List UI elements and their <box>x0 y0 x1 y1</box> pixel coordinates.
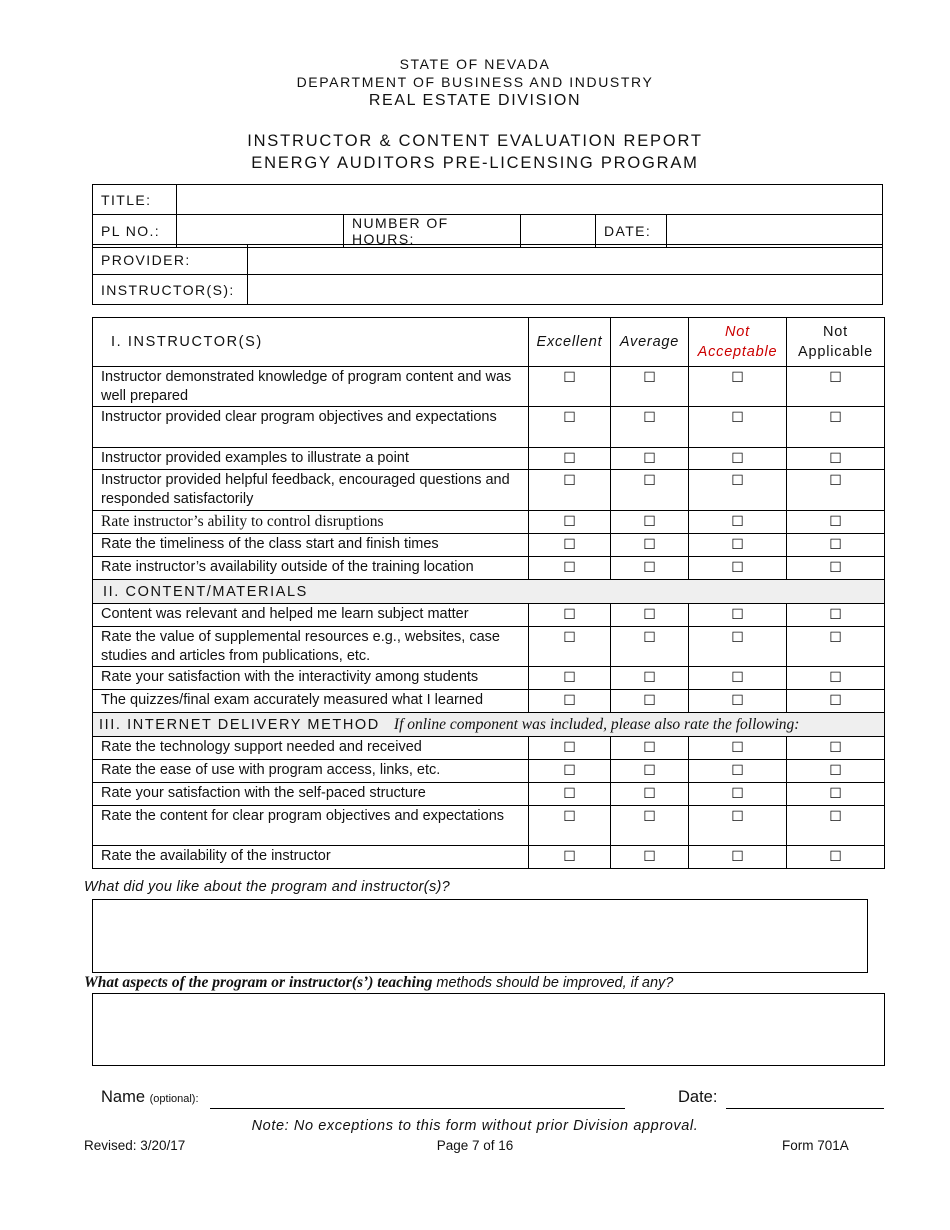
col-not-applicable <box>787 318 885 367</box>
checkbox-average[interactable]: ☐ <box>611 448 689 470</box>
evaluation-row <box>93 367 885 407</box>
checkbox-excellent[interactable]: ☐ <box>529 557 611 580</box>
col-excellent: Excellent <box>529 318 611 367</box>
checkbox-excellent[interactable]: ☐ <box>529 737 611 760</box>
checkbox-average[interactable]: ☐ <box>611 604 689 627</box>
checkbox-excellent[interactable]: ☐ <box>529 846 611 869</box>
checkbox-excellent[interactable]: ☐ <box>529 690 611 713</box>
section-internet-note: If online component was included, please also rate the following: <box>393 715 800 733</box>
checkbox-not-applicable[interactable]: ☐ <box>787 806 885 846</box>
checkbox-not-acceptable[interactable]: ☐ <box>689 557 787 580</box>
evaluation-question: Rate the technology support needed and received <box>93 737 529 760</box>
pl-no-field[interactable] <box>177 215 344 248</box>
header-department: DEPARTMENT OF BUSINESS AND INDUSTRY <box>296 74 654 90</box>
section-internet-header <box>93 713 885 737</box>
program-title: ENERGY AUDITORS PRE-LICENSING PROGRAM <box>251 154 699 172</box>
checkbox-not-applicable[interactable]: ☐ <box>787 448 885 470</box>
checkbox-not-applicable[interactable]: ☐ <box>787 627 885 667</box>
checkbox-not-acceptable[interactable]: ☐ <box>689 511 787 534</box>
name-optional-label: (optional): <box>149 1093 199 1105</box>
evaluation-row <box>93 407 885 448</box>
checkbox-average[interactable]: ☐ <box>611 470 689 511</box>
name-input-line[interactable] <box>210 1108 625 1109</box>
col-average: Average <box>611 318 689 367</box>
checkbox-excellent[interactable]: ☐ <box>529 760 611 783</box>
checkbox-excellent[interactable]: ☐ <box>529 407 611 448</box>
form-number: Form 701A <box>782 1138 849 1153</box>
checkbox-average[interactable]: ☐ <box>611 627 689 667</box>
checkbox-not-acceptable[interactable]: ☐ <box>689 806 787 846</box>
checkbox-not-applicable[interactable]: ☐ <box>787 534 885 557</box>
hours-label: NUMBER OF HOURS: <box>344 215 521 248</box>
evaluation-row <box>93 737 885 760</box>
checkbox-not-applicable[interactable]: ☐ <box>787 690 885 713</box>
question-liked: What did you like about the program and instructor(s)? <box>84 879 450 895</box>
question-improve-bold: What aspects of the program or instructor(s’) teaching <box>84 974 433 991</box>
checkbox-average[interactable]: ☐ <box>611 534 689 557</box>
checkbox-average[interactable]: ☐ <box>611 367 689 407</box>
checkbox-average[interactable]: ☐ <box>611 690 689 713</box>
evaluation-row <box>93 846 885 869</box>
header-state: STATE OF NEVADA <box>399 56 551 72</box>
revised-date: Revised: 3/20/17 <box>84 1138 186 1153</box>
checkbox-not-acceptable[interactable]: ☐ <box>689 367 787 407</box>
hours-field[interactable] <box>521 215 596 248</box>
checkbox-excellent[interactable]: ☐ <box>529 534 611 557</box>
instructor-label: INSTRUCTOR(S): <box>93 275 248 305</box>
checkbox-not-acceptable[interactable]: ☐ <box>689 760 787 783</box>
checkbox-not-acceptable[interactable]: ☐ <box>689 407 787 448</box>
footer-note: Note: No exceptions to this form without prior Division approval. <box>251 1118 699 1134</box>
checkbox-average[interactable]: ☐ <box>611 737 689 760</box>
col-not-acceptable <box>689 318 787 367</box>
evaluation-row <box>93 760 885 783</box>
instructor-field[interactable] <box>248 275 883 305</box>
checkbox-not-acceptable[interactable]: ☐ <box>689 627 787 667</box>
checkbox-average[interactable]: ☐ <box>611 783 689 806</box>
evaluation-question: Rate the value of supplemental resources e.g., websites, case studies and articles from publications, etc. <box>93 627 529 667</box>
checkbox-not-applicable[interactable]: ☐ <box>787 470 885 511</box>
checkbox-excellent[interactable]: ☐ <box>529 627 611 667</box>
date-input-line[interactable] <box>726 1108 884 1109</box>
course-info-table <box>92 184 883 248</box>
checkbox-not-applicable[interactable]: ☐ <box>787 783 885 806</box>
checkbox-not-acceptable[interactable]: ☐ <box>689 690 787 713</box>
checkbox-not-acceptable[interactable]: ☐ <box>689 470 787 511</box>
evaluation-question: The quizzes/final exam accurately measured what I learned <box>93 690 529 713</box>
evaluation-row <box>93 690 885 713</box>
evaluation-question: Rate your satisfaction with the interactivity among students <box>93 667 529 690</box>
name-label: Name <box>101 1088 146 1106</box>
checkbox-not-acceptable[interactable]: ☐ <box>689 604 787 627</box>
provider-label: PROVIDER: <box>93 245 248 275</box>
evaluation-question: Rate your satisfaction with the self-paced structure <box>93 783 529 806</box>
checkbox-excellent[interactable]: ☐ <box>529 667 611 690</box>
col-not-applicable-line2: Applicable <box>798 344 873 360</box>
checkbox-not-acceptable[interactable]: ☐ <box>689 667 787 690</box>
checkbox-excellent[interactable]: ☐ <box>529 448 611 470</box>
checkbox-average[interactable]: ☐ <box>611 667 689 690</box>
checkbox-not-acceptable[interactable]: ☐ <box>689 783 787 806</box>
checkbox-not-applicable[interactable]: ☐ <box>787 367 885 407</box>
checkbox-not-applicable[interactable]: ☐ <box>787 557 885 580</box>
header-division: REAL ESTATE DIVISION <box>368 92 582 109</box>
col-not-acceptable-line2: Acceptable <box>697 344 778 360</box>
checkbox-average[interactable]: ☐ <box>611 511 689 534</box>
section-content-title: II. CONTENT/MATERIALS <box>93 580 885 604</box>
provider-info-table <box>92 244 883 305</box>
name-label-group <box>101 1088 199 1107</box>
page-number: Page 7 of 16 <box>436 1138 514 1153</box>
evaluation-question: Rate instructor’s ability to control disruptions <box>93 511 529 534</box>
col-not-applicable-line1: Not <box>823 324 848 340</box>
checkbox-not-acceptable[interactable]: ☐ <box>689 737 787 760</box>
col-not-acceptable-line1: Not <box>725 324 750 340</box>
evaluation-question: Instructor provided examples to illustrate a point <box>93 448 529 470</box>
evaluation-row <box>93 667 885 690</box>
evaluation-row <box>93 470 885 511</box>
checkbox-not-applicable[interactable]: ☐ <box>787 760 885 783</box>
evaluation-question: Rate the availability of the instructor <box>93 846 529 869</box>
checkbox-excellent[interactable]: ☐ <box>529 470 611 511</box>
checkbox-not-acceptable[interactable]: ☐ <box>689 534 787 557</box>
evaluation-row <box>93 557 885 580</box>
evaluation-table <box>92 317 885 869</box>
evaluation-question: Content was relevant and helped me learn subject matter <box>93 604 529 627</box>
evaluation-row <box>93 448 885 470</box>
checkbox-excellent[interactable]: ☐ <box>529 783 611 806</box>
checkbox-average[interactable]: ☐ <box>611 846 689 869</box>
evaluation-row <box>93 627 885 667</box>
section-instructor-title: I. INSTRUCTOR(S) <box>93 318 529 367</box>
question-improve <box>84 974 673 992</box>
evaluation-row <box>93 534 885 557</box>
checkbox-average[interactable]: ☐ <box>611 806 689 846</box>
evaluation-question: Instructor demonstrated knowledge of program content and was well prepared <box>93 367 529 407</box>
date-label: DATE: <box>596 215 667 248</box>
checkbox-average[interactable]: ☐ <box>611 557 689 580</box>
checkbox-excellent[interactable]: ☐ <box>529 604 611 627</box>
date-field[interactable] <box>667 215 883 248</box>
checkbox-average[interactable]: ☐ <box>611 407 689 448</box>
improve-answer-box[interactable] <box>92 993 885 1066</box>
checkbox-excellent[interactable]: ☐ <box>529 367 611 407</box>
checkbox-not-applicable[interactable]: ☐ <box>787 846 885 869</box>
evaluation-row <box>93 806 885 846</box>
checkbox-excellent[interactable]: ☐ <box>529 806 611 846</box>
checkbox-not-applicable[interactable]: ☐ <box>787 737 885 760</box>
title-label: TITLE: <box>93 185 177 215</box>
evaluation-question: Instructor provided helpful feedback, encouraged questions and responded satisfactorily <box>93 470 529 511</box>
evaluation-question: Rate the content for clear program objectives and expectations <box>93 806 529 846</box>
checkbox-not-acceptable[interactable]: ☐ <box>689 448 787 470</box>
checkbox-not-applicable[interactable]: ☐ <box>787 667 885 690</box>
provider-field[interactable] <box>248 245 883 275</box>
checkbox-average[interactable]: ☐ <box>611 760 689 783</box>
evaluation-question: Rate the ease of use with program access, links, etc. <box>93 760 529 783</box>
evaluation-row <box>93 511 885 534</box>
footer-date-label: Date: <box>678 1088 718 1106</box>
title-field[interactable] <box>177 185 883 215</box>
checkbox-not-applicable[interactable]: ☐ <box>787 511 885 534</box>
section-internet-title: III. INTERNET DELIVERY METHOD <box>99 716 380 733</box>
checkbox-not-acceptable[interactable]: ☐ <box>689 846 787 869</box>
evaluation-row <box>93 604 885 627</box>
liked-answer-box[interactable] <box>92 899 868 973</box>
checkbox-not-applicable[interactable]: ☐ <box>787 604 885 627</box>
checkbox-not-applicable[interactable]: ☐ <box>787 407 885 448</box>
question-improve-rest: methods should be improved, if any? <box>432 975 674 991</box>
checkbox-excellent[interactable]: ☐ <box>529 511 611 534</box>
evaluation-row <box>93 783 885 806</box>
evaluation-question: Instructor provided clear program objectives and expectations <box>93 407 529 448</box>
pl-no-label: PL NO.: <box>93 215 177 248</box>
report-title: INSTRUCTOR & CONTENT EVALUATION REPORT <box>247 132 703 150</box>
evaluation-question: Rate the timeliness of the class start and finish times <box>93 534 529 557</box>
evaluation-question: Rate instructor’s availability outside of the training location <box>93 557 529 580</box>
